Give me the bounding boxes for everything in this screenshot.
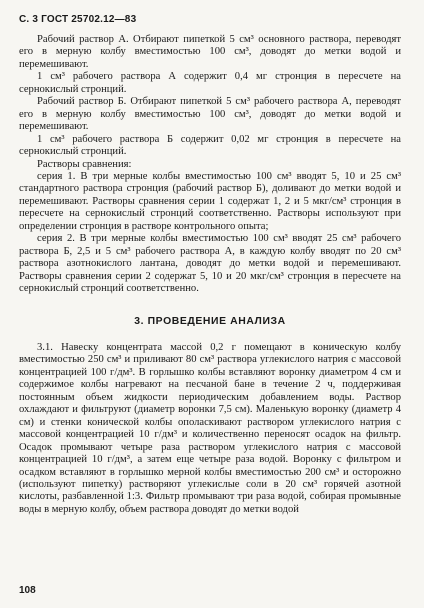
paragraph-working-solution-b: Рабочий раствор Б. Отбирают пипеткой 5 см³ рабочего раствора А, переводят его в мерную колбу вместимостью 100 см³, доводят до метки водой и перемешивают. (19, 96, 401, 133)
paragraph-series-2: серия 2. В три мерные колбы вместимостью 100 см³ вводят 25 см³ рабочего раствора Б, 2,5 и 5 см³ рабочего раствора А, в каждую колбу вводят по 20 см³ раствора азотнокислого лантана, доводят до метки водой и перемешивают. Растворы сравнения серии 2 содержат 5, 10 и 20 мкг/см³ стронция в пересчете на сернокислый стронций соответственно. (19, 233, 401, 295)
section-title: 3. ПРОВЕДЕНИЕ АНАЛИЗА (134, 315, 286, 327)
paragraph-comparison-solutions: Растворы сравнения: (37, 158, 132, 170)
page-header: С. 3 ГОСТ 25702.12—83 (19, 14, 137, 25)
paragraph-series-1: серия 1. В три мерные колбы вместимостью 100 см³ вводят 5, 10 и 25 см³ стандартного раствора стронция (рабочий раствор Б), доливают до метки водой и перемешивают. Растворы сравнения серии 1 содержат 1, 2 и 5 мкг/см³ стронция в пересчете на сернокислый стронций соответственно. Растворы используют при определении стронция в растворе контрольного опыта; (19, 170, 401, 232)
page-number: 108 (19, 585, 36, 596)
page-body (19, 34, 401, 516)
paragraph-solution-a-content: 1 см³ рабочего раствора А содержит 0,4 мг стронция в пересчете на сернокислый стронций. (19, 71, 401, 95)
paragraph-solution-b-content: 1 см³ рабочего раствора Б содержит 0,02 мг стронция в пересчете на сернокислый стронций. (19, 133, 401, 158)
paragraph-working-solution-a: Рабочий раствор А. Отбирают пипеткой 5 см³ основного раствора, переводят его в мерную колбу вместимостью 100 см³, доводят до метки водой и перемешивают. (19, 34, 401, 70)
paragraph-3-1: 3.1. Навеску концентрата массой 0,2 г помещают в коническую колбу вместимостью 250 см³ и приливают 80 см³ раствора углекислого натрия с массовой концентрацией 100 г/дм³. В горлышко колбы вставляют воронку диаметром 4 см и содержимое колбы нагревают на песчаной бане в течение 2 ч, поддерживая постоянным объем жидкости периодическим добавлением воды. Раствор охлаждают и фильтруют (диаметр воронки 7,5 см). Маленькую воронку (диаметр 4 см) и стенки конической колбы ополаскивают раствором углекислого натрия с массовой концентрацией 10 г/дм³ и количественно переносят осадок на фильтр. Осадок промывают четыре раза раствором углекислого натрия с массовой концентрацией 10 г/дм³, а затем еще четыре раза водой. Воронку с фильтром и осадком вставляют в горлышко мерной колбы вместимостью 200 см³ и осторожно (используют пипетку) растворяют углекислые соли в 20 см³ горячей азотной кислоты, разбавленной 1:3. Фильтр промывают три раза водой, собирая промывные воды в мерную колбу, объем раствора доводят до метки водой (19, 341, 401, 515)
